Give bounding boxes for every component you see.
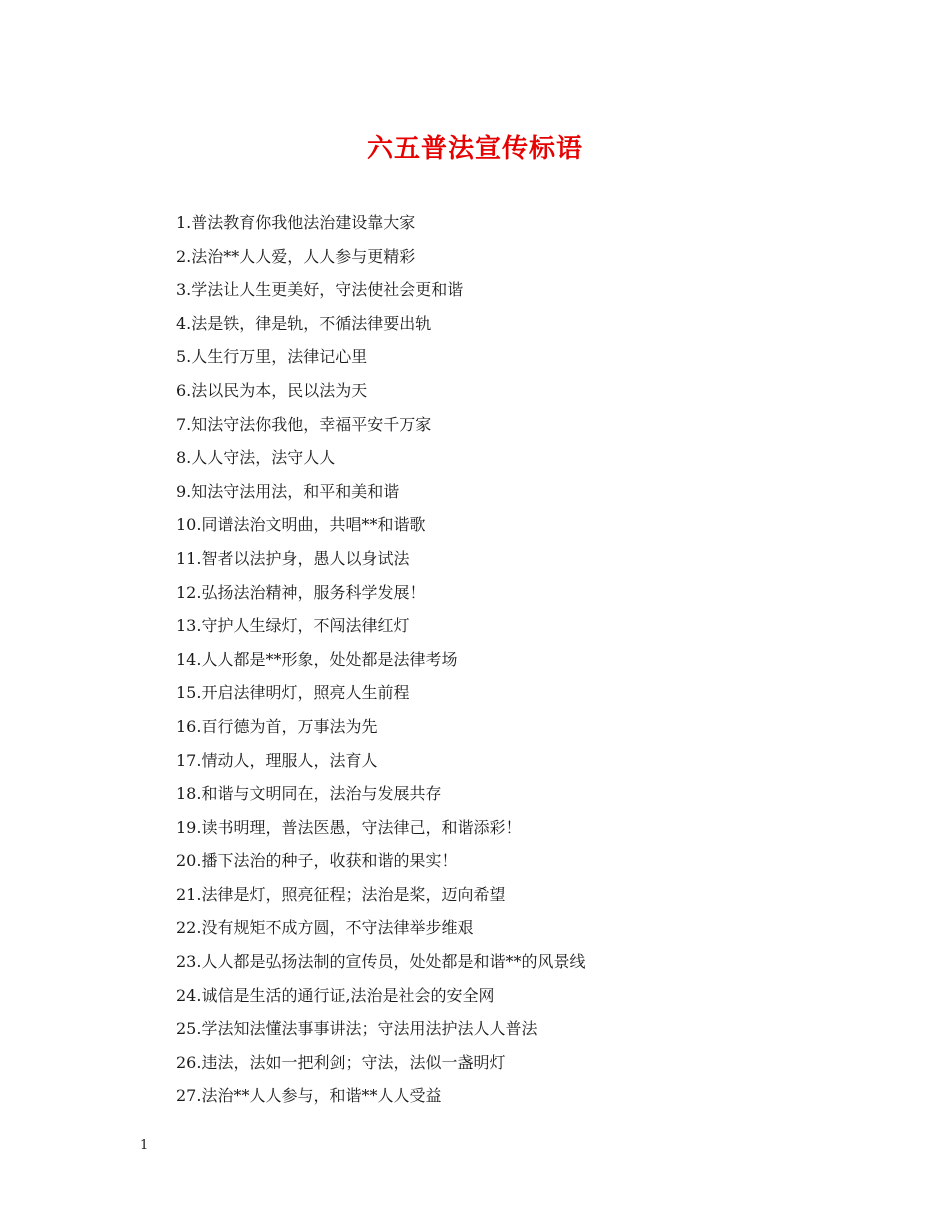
slogan-item: 18.和谐与文明同在，法治与发展共存 — [176, 784, 442, 804]
slogan-item: 24.诚信是生活的通行证,法治是社会的安全网 — [176, 985, 495, 1005]
slogan-item: 12.弘扬法治精神，服务科学发展！ — [176, 582, 426, 602]
slogan-item: 15.开启法律明灯，照亮人生前程 — [176, 683, 410, 703]
slogan-item: 4.法是铁，律是轨，不循法律要出轨 — [176, 313, 432, 333]
slogan-item: 1.普法教育你我他法治建设靠大家 — [176, 213, 416, 232]
slogan-item: 26.违法，法如一把利剑；守法，法似一盏明灯 — [176, 1052, 506, 1072]
page-number: 1 — [140, 1138, 149, 1153]
slogan-item: 23.人人都是弘扬法制的宣传员，处处都是和谐**的风景线 — [176, 952, 586, 972]
slogan-item: 3.学法让人生更美好，守法使社会更和谐 — [176, 280, 464, 300]
slogan-item: 13.守护人生绿灯，不闯法律红灯 — [176, 616, 410, 636]
slogan-list — [176, 206, 585, 1113]
slogan-item: 27.法治**人人参与，和谐**人人受益 — [176, 1086, 442, 1106]
slogan-item: 6.法以民为本，民以法为天 — [176, 380, 368, 400]
slogan-item: 19.读书明理，普法医愚，守法律己，和谐添彩！ — [176, 817, 522, 837]
slogan-item: 21.法律是灯，照亮征程；法治是桨，迈向希望 — [176, 884, 506, 904]
slogan-item: 20.播下法治的种子，收获和谐的果实！ — [176, 851, 458, 871]
slogan-item: 11.智者以法护身，愚人以身试法 — [176, 548, 410, 568]
slogan-item: 14.人人都是**形象，处处都是法律考场 — [176, 649, 458, 669]
slogan-item: 22.没有规矩不成方圆，不守法律举步维艰 — [176, 918, 474, 938]
slogan-item: 25.学法知法懂法事事讲法；守法用法护法人人普法 — [176, 1019, 538, 1039]
slogan-item: 17.情动人，理服人，法育人 — [176, 750, 378, 770]
document-title: 六五普法宣传标语 — [366, 134, 583, 164]
slogan-item: 7.知法守法你我他，幸福平安千万家 — [176, 414, 432, 434]
slogan-item: 16.百行德为首，万事法为先 — [176, 716, 378, 736]
slogan-item: 8.人人守法，法守人人 — [176, 448, 336, 468]
slogan-item: 2.法治**人人爱，人人参与更精彩 — [176, 246, 416, 266]
slogan-item: 9.知法守法用法，和平和美和谐 — [176, 481, 400, 501]
slogan-item: 10.同谱法治文明曲，共唱**和谐歌 — [176, 515, 426, 535]
slogan-item: 5.人生行万里，法律记心里 — [176, 347, 368, 367]
